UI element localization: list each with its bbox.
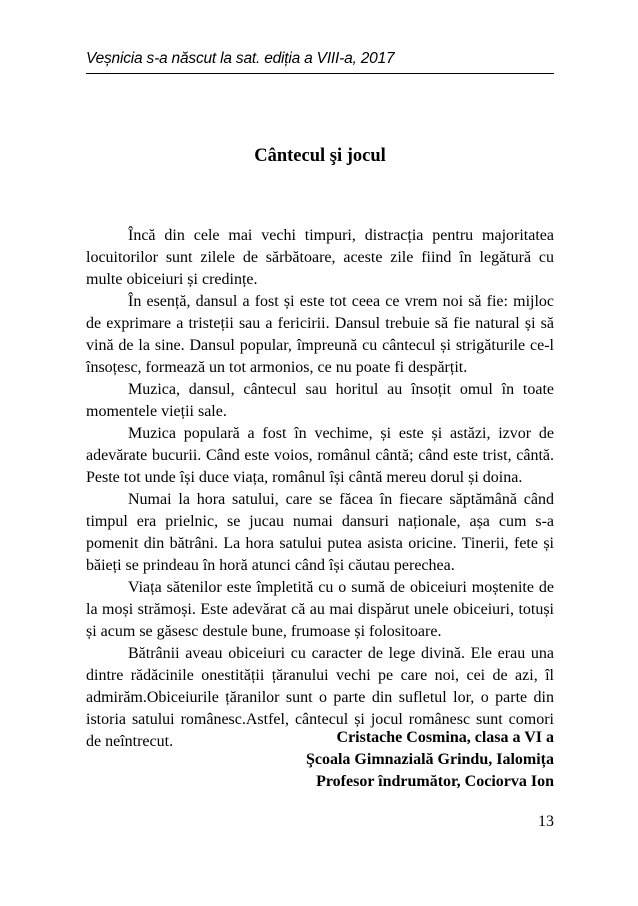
article-title: Cântecul şi jocul: [254, 146, 386, 166]
page-number: 13: [538, 813, 554, 830]
paragraph: Viața sătenilor este împletită cu o sumă de obiceiuri moștenite de la moși strămoși. Este adevărat că au mai dispărut unele obiceiuri, totuși și acum se găsesc destule bune, frumoase și folositoare.: [86, 579, 554, 640]
running-header-title: Veșnicia s-a născut la sat. ediția a VIII-a, 2017: [86, 50, 395, 67]
author-line: Cristache Cosmina, clasa a VI a: [336, 729, 554, 746]
paragraph: Numai la hora satului, care se făcea în fiecare săptămână când timpul era prielnic, se jucau numai dansuri naționale, așa cum s-a pomenit din bătrâni. La hora satului putea asista oricine. Tinerii, fete și băieți se prindeau în horă atunci când își căutau perechea.: [86, 491, 554, 574]
signature-block: [86, 727, 554, 793]
school-line: Şcoala Gimnazială Grindu, Ialomița: [305, 751, 554, 768]
paragraph: Muzica populară a fost în vechime, și este și astăzi, izvor de adevărate bucurii. Când este voios, românul cântă; când este trist, cântă. Peste tot unde își duce viața, românul își cântă mereu dorul și doina.: [86, 425, 554, 486]
paragraph: În esență, dansul a fost și este tot ceea ce vrem noi să fie: mijloc de exprimare a tristeții sau a fericirii. Dansul trebuie să fie natural și să vină de la sine. Dansul popular, împreună cu cântecul și strigăturile ce-l însoțesc, formează un tot armonios, ce nu poate fi despărțit.: [86, 293, 554, 376]
header-divider: [86, 73, 554, 74]
paragraph: Bătrânii aveau obiceiuri cu caracter de lege divină. Ele erau una dintre rădăcinile onestității țăranului vechi pe care noi, cei de azi, îl admirăm.Obiceiurile țăranilor sunt o parte din sufletul lor, o parte din istoria satului românesc.Astfel, cântecul și jocul românesc sunt comori de neîntrecut.: [86, 645, 554, 750]
paragraph: Încă din cele mai vechi timpuri, distracția pentru majoritatea locuitorilor sunt zilele de sărbătoare, aceste zile fiind în legătură cu multe obiceiuri și credințe.: [86, 227, 554, 288]
paragraph: Muzica, dansul, cântecul sau horitul au însoțit omul în toate momentele vieții sale.: [86, 381, 554, 420]
teacher-line: Profesor îndrumător, Cociorva Ion: [316, 773, 554, 790]
article-body: [86, 225, 554, 753]
